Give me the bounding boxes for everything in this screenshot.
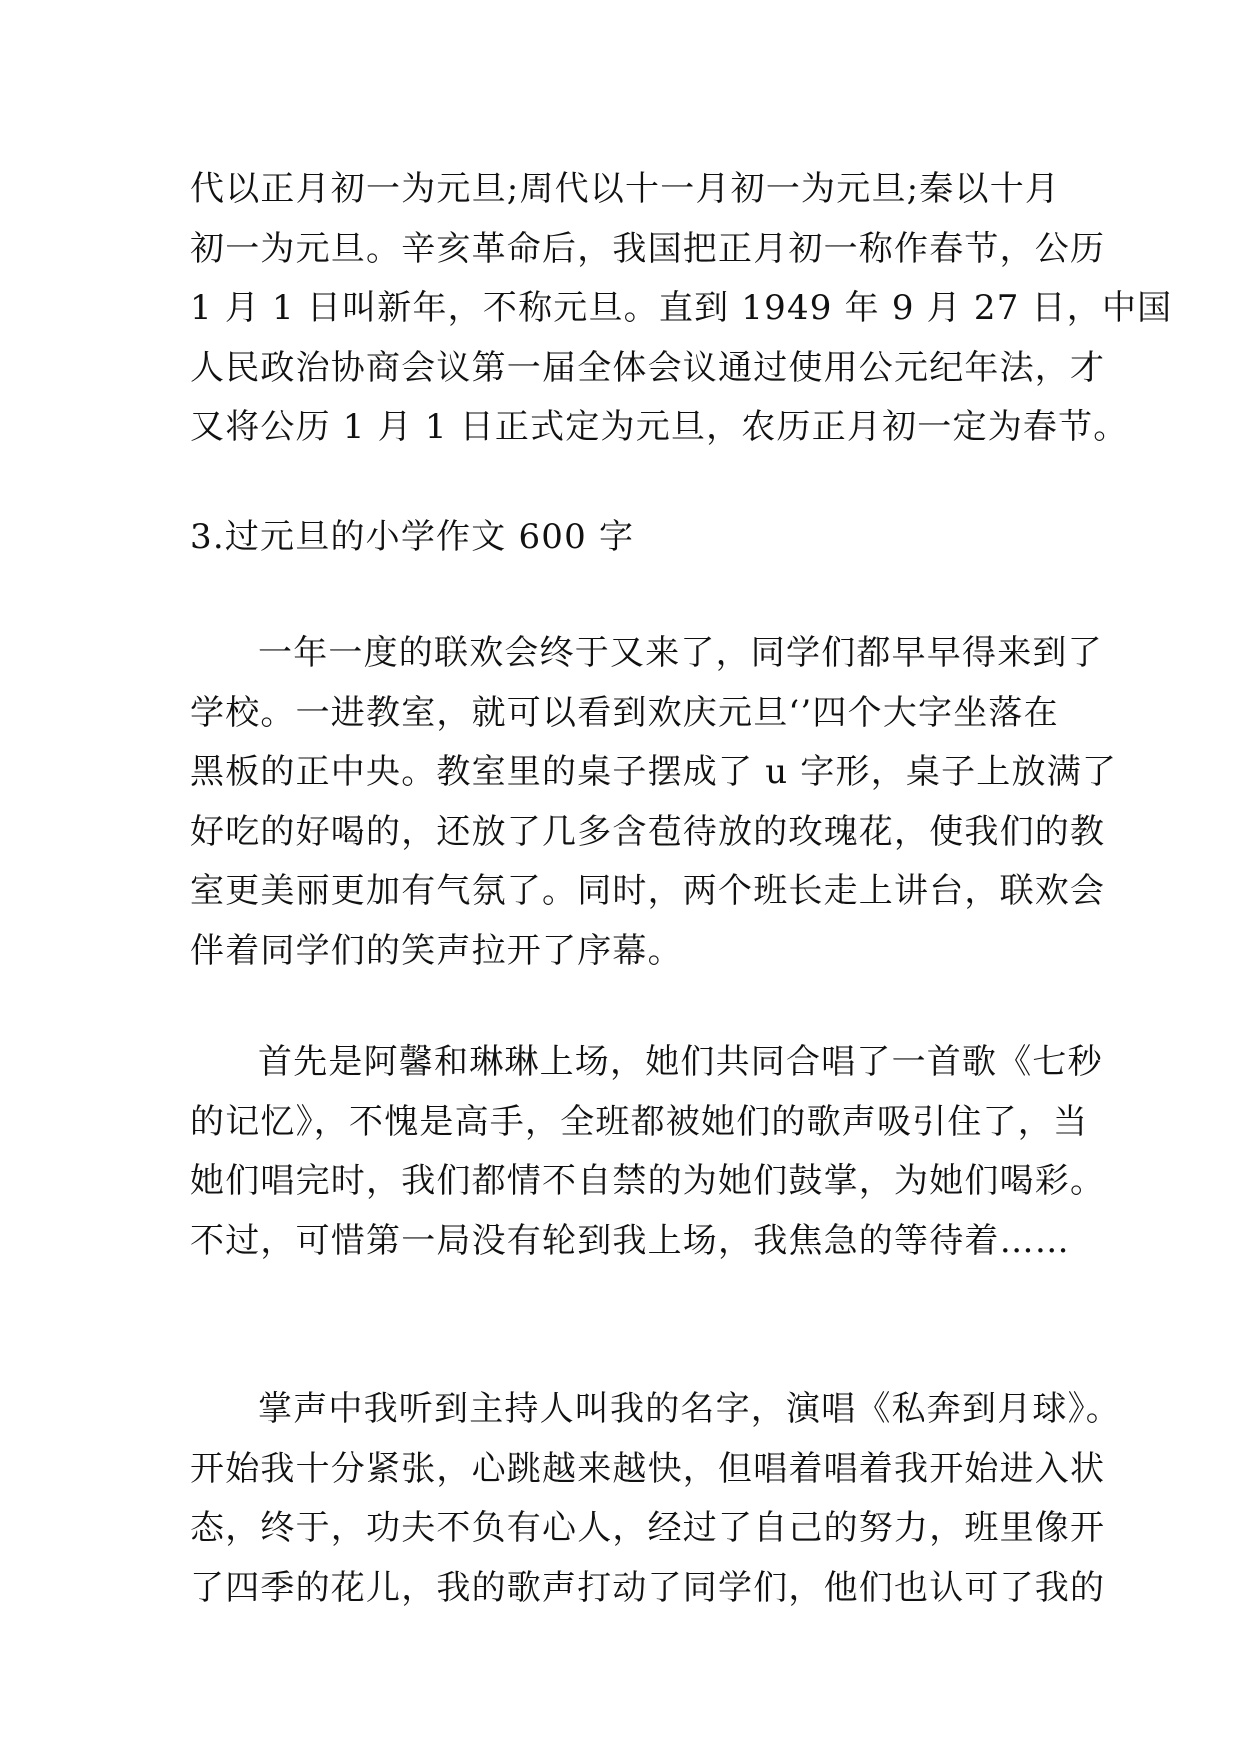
text-line: 的记忆》，不愧是高手，全班都被她们的歌声吸引住了，当 xyxy=(190,1101,1089,1142)
text-line: 1 月 1 日叫新年，不称元旦。直到 1949 年 9 月 27 日，中国 xyxy=(190,288,1173,328)
text-line: 态，终于，功夫不负有心人，经过了自己的努力，班里像开 xyxy=(190,1508,1106,1548)
paragraph-origin-of-new-year xyxy=(190,160,1173,458)
text-line: 人民政治协商会议第一届全体会议通过使用公元纪年法，才 xyxy=(190,347,1106,388)
text-line: 代以正月初一为元旦;周代以十一月初一为元旦;秦以十月 xyxy=(190,169,1061,209)
text-line: 开始我十分紧张，心跳越来越快，但唱着唱着我开始进入状 xyxy=(190,1448,1106,1489)
text-line: 又将公历 1 月 1 日正式定为元旦，农历正月初一定为春节。 xyxy=(190,407,1129,447)
text-line: 好吃的好喝的，还放了几多含苞待放的玫瑰花，使我们的教 xyxy=(190,811,1106,852)
text-line: 一年一度的联欢会终于又来了，同学们都早早得来到了 xyxy=(258,633,1103,673)
text-line: 了四季的花儿，我的歌声打动了同学们，他们也认可了我的 xyxy=(190,1567,1106,1608)
paragraph-my-performance xyxy=(190,1380,1121,1618)
text-line: 室更美丽更加有气氛了。同时，两个班长走上讲台，联欢会 xyxy=(190,871,1106,911)
text-line: 黑板的正中央。教室里的桌子摆成了 u 字形，桌子上放满了 xyxy=(190,752,1118,792)
section-heading-text: 3.过元旦的小学作文 600 字 xyxy=(190,517,635,557)
section-heading xyxy=(190,508,1070,568)
text-line: 首先是阿馨和琳琳上场，她们共同合唱了一首歌《七秒 xyxy=(258,1042,1103,1082)
text-line: 初一为元旦。辛亥革命后，我国把正月初一称作春节，公历 xyxy=(190,228,1106,269)
text-line: 伴着同学们的笑声拉开了序幕。 xyxy=(190,930,683,971)
paragraph-first-performance xyxy=(190,1033,1106,1271)
paragraph-party-begins xyxy=(190,624,1118,981)
text-line: 她们唱完时，我们都情不自禁的为她们鼓掌，为她们喝彩。 xyxy=(190,1161,1106,1201)
text-line: 不过，可惜第一局没有轮到我上场，我焦急的等待着…… xyxy=(190,1220,1070,1261)
text-line: 掌声中我听到主持人叫我的名字，演唱《私奔到月球》。 xyxy=(258,1389,1121,1429)
text-line: 学校。一进教室，就可以看到欢庆元旦‘’四个大字坐落在 xyxy=(190,692,1059,733)
